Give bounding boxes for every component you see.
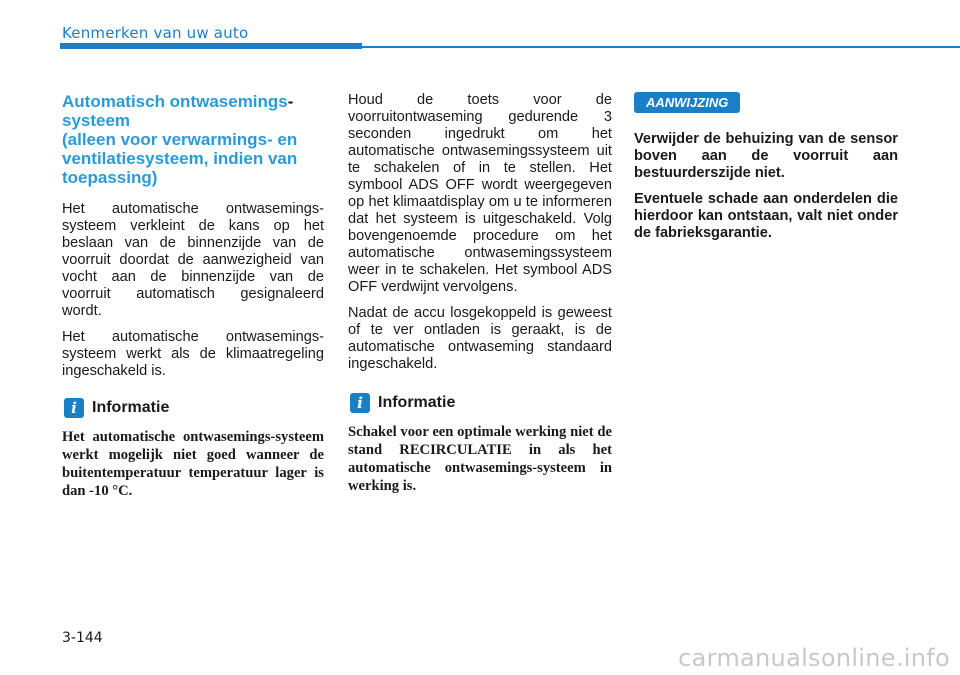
watermark: carmanualsonline.info <box>678 644 950 672</box>
notice-paragraph: Eventuele schade aan onderdelen die hierdoor kan ontstaan, valt niet onder de fabrieksgarantie. <box>634 191 898 241</box>
column-middle <box>348 92 612 495</box>
info-icon: i <box>64 398 84 418</box>
info-text: Schakel voor een optimale werking niet de stand RECIRCULATIE in als het automatische ontwasemings-systeem in werking is. <box>348 424 612 494</box>
notice-paragraph: Verwijder de behuizing van de sensor boven aan de voorruit aan bestuurderszijde niet. <box>634 131 898 181</box>
info-heading <box>62 398 324 418</box>
paragraph: Nadat de accu losgekoppeld is geweest of te ver ontladen is geraakt, is de automatische ontwaseming standaard ingeschakeld. <box>348 305 612 372</box>
info-title: Informatie <box>378 394 456 411</box>
info-heading <box>348 393 612 413</box>
paragraph: Houd de toets voor de voorruitontwaseming gedurende 3 seconden ingedrukt om het automatische ontwasemingssysteem uit te schakelen of in te stellen. Het symbool ADS OFF wordt weergegeven op het klimaatdisplay om u te informeren dat het systeem is uitgeschakeld. Volg bovengenoemde procedure om het automatische ontwasemingssysteem weer in te schakelen. Het symbool ADS OFF verdwijnt vervolgens. <box>348 92 612 295</box>
section-title-part3: (alleen voor verwarmings- en ventilatiesysteem, indien van toepassing) <box>62 130 298 187</box>
info-title: Informatie <box>92 399 170 416</box>
section-header-title: Kenmerken van uw auto <box>62 24 249 42</box>
header-rule-thin <box>362 46 960 48</box>
section-title-part1: Automatisch ontwasemings <box>62 92 288 111</box>
info-icon: i <box>350 393 370 413</box>
header-rule-thick <box>60 43 362 49</box>
column-right <box>634 92 898 251</box>
notice-badge: AANWIJZING <box>634 92 740 113</box>
section-title <box>62 92 324 187</box>
section-title-part2: systeem <box>62 111 131 130</box>
info-text: Het automatische ontwasemings-systeem werkt mogelijk niet goed wanneer de buitentemperatuur temperatuur lager is dan -10 °C. <box>62 429 324 499</box>
paragraph: Het automatische ontwasemings-systeem werkt als de klimaatregeling ingeschakeld is. <box>62 329 324 379</box>
section-title-hyphen: - <box>287 92 294 111</box>
paragraph: Het automatische ontwasemings-systeem verkleint de kans op het beslaan van de binnenzijde van de voorruit doordat de aanwezigheid van vocht aan de binnenzijde van de voorruit automatisch gesignaleerd wordt. <box>62 201 324 319</box>
column-left <box>62 92 324 500</box>
page-number: 3-144 <box>62 630 103 646</box>
